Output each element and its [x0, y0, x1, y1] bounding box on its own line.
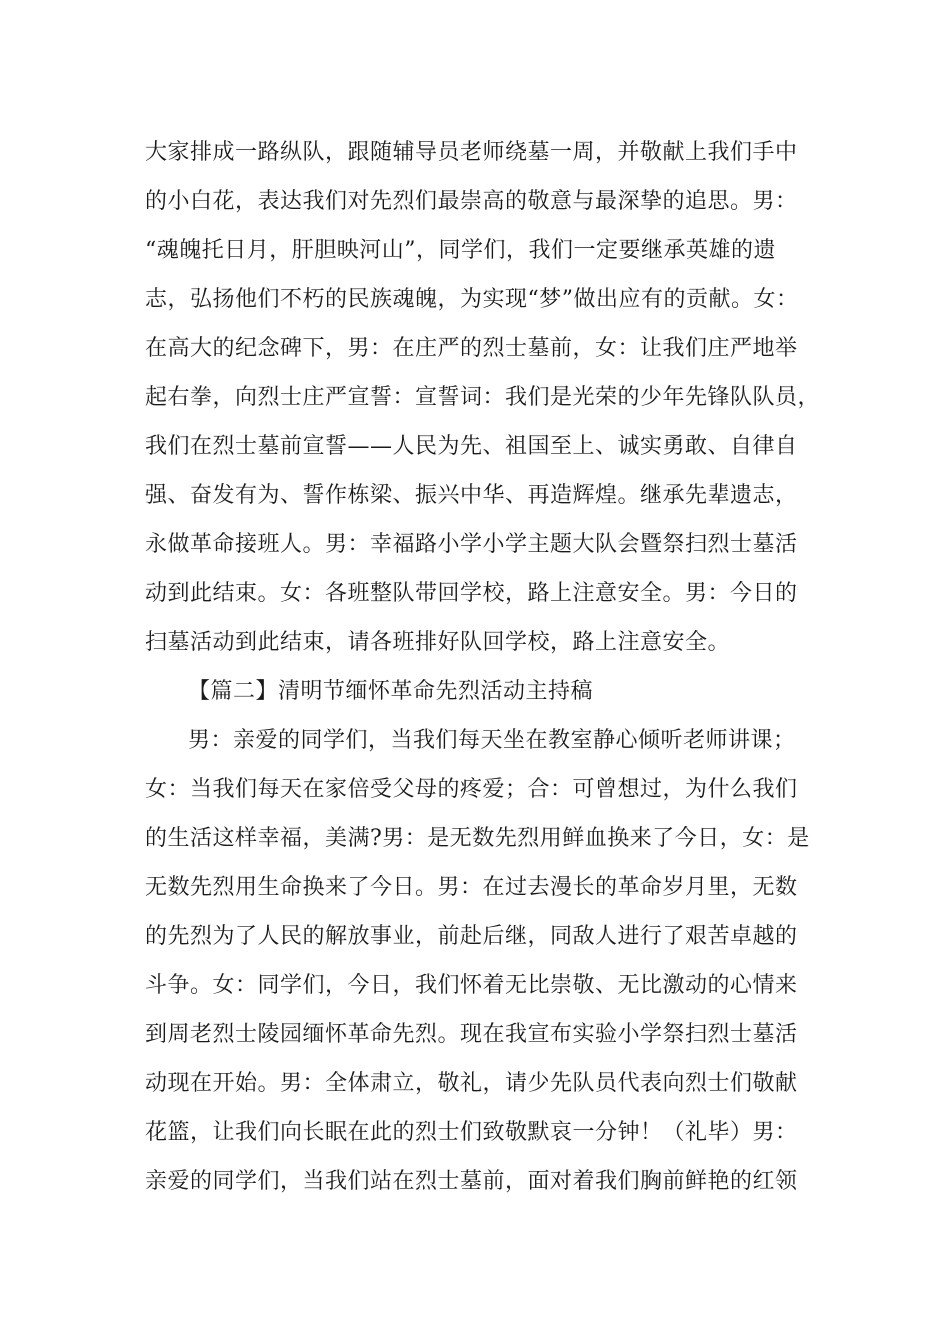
paragraph-2-line: 的先烈为了人民的解放事业，前赴后继，同敌人进行了艰苦卓越的	[145, 924, 798, 949]
paragraph-2-line: 无数先烈用生命换来了今日。男：在过去漫长的革命岁月里，无数	[145, 875, 798, 900]
paragraph-2-line: 到周老烈士陵园缅怀革命先烈。现在我宣布实验小学祭扫烈士墓活	[145, 1022, 798, 1047]
paragraph-2-line: 花篮，让我们向长眠在此的烈士们致敬默哀一分钟！（礼毕）男：	[145, 1120, 798, 1145]
paragraph-2-line: 的生活这样幸福，美满?男：是无数先烈用鲜血换来了今日，女：是	[145, 826, 810, 851]
paragraph-1-line: “魂魄托日月，肝胆映河山”，同学们，我们一定要继承英雄的遗	[145, 238, 776, 263]
paragraph-2-line: 亲爱的同学们，当我们站在烈士墓前，面对着我们胸前鲜艳的红领	[145, 1169, 798, 1194]
paragraph-1-line: 扫墓活动到此结束，请各班排好队回学校，路上注意安全。	[145, 630, 731, 655]
paragraph-2-line: 动现在开始。男：全体肃立，敬礼，请少先队员代表向烈士们敬献	[145, 1071, 798, 1096]
paragraph-2-line: 男：亲爱的同学们，当我们每天坐在教室静心倾听老师讲课；	[188, 728, 796, 753]
paragraph-1-line: 大家排成一路纵队，跟随辅导员老师绕墓一周，并敬献上我们手中	[145, 140, 798, 165]
paragraph-1-line: 起右拳，向烈士庄严宣誓：宣誓词：我们是光荣的少年先锋队队员，	[145, 385, 821, 410]
paragraph-1-line: 在高大的纪念碑下，男：在庄严的烈士墓前，女：让我们庄严地举	[145, 336, 798, 361]
paragraph-1-line: 永做革命接班人。男：幸福路小学小学主题大队会暨祭扫烈士墓活	[145, 532, 798, 557]
paragraph-1-line: 志，弘扬他们不朽的民族魂魄，为实现“梦”做出应有的贡献。女：	[145, 287, 799, 312]
paragraph-1-line: 动到此结束。女：各班整队带回学校，路上注意安全。男：今日的	[145, 581, 798, 606]
paragraph-2-line: 女：当我们每天在家倍受父母的疼爱；合：可曾想过，为什么我们	[145, 777, 798, 802]
paragraph-2-line: 斗争。女：同学们，今日，我们怀着无比崇敬、无比激动的心情来	[145, 973, 798, 998]
paragraph-1-line: 我们在烈士墓前宣誓——人民为先、祖国至上、诚实勇敢、自律自	[145, 434, 798, 459]
paragraph-1-line: 强、奋发有为、誓作栋梁、振兴中华、再造辉煌。继承先辈遗志，	[145, 483, 798, 508]
section-heading: 【篇二】清明节缅怀革命先烈活动主持稿	[188, 679, 594, 704]
paragraph-1-line: 的小白花，表达我们对先烈们最崇高的敬意与最深挚的追思。男：	[145, 189, 798, 214]
